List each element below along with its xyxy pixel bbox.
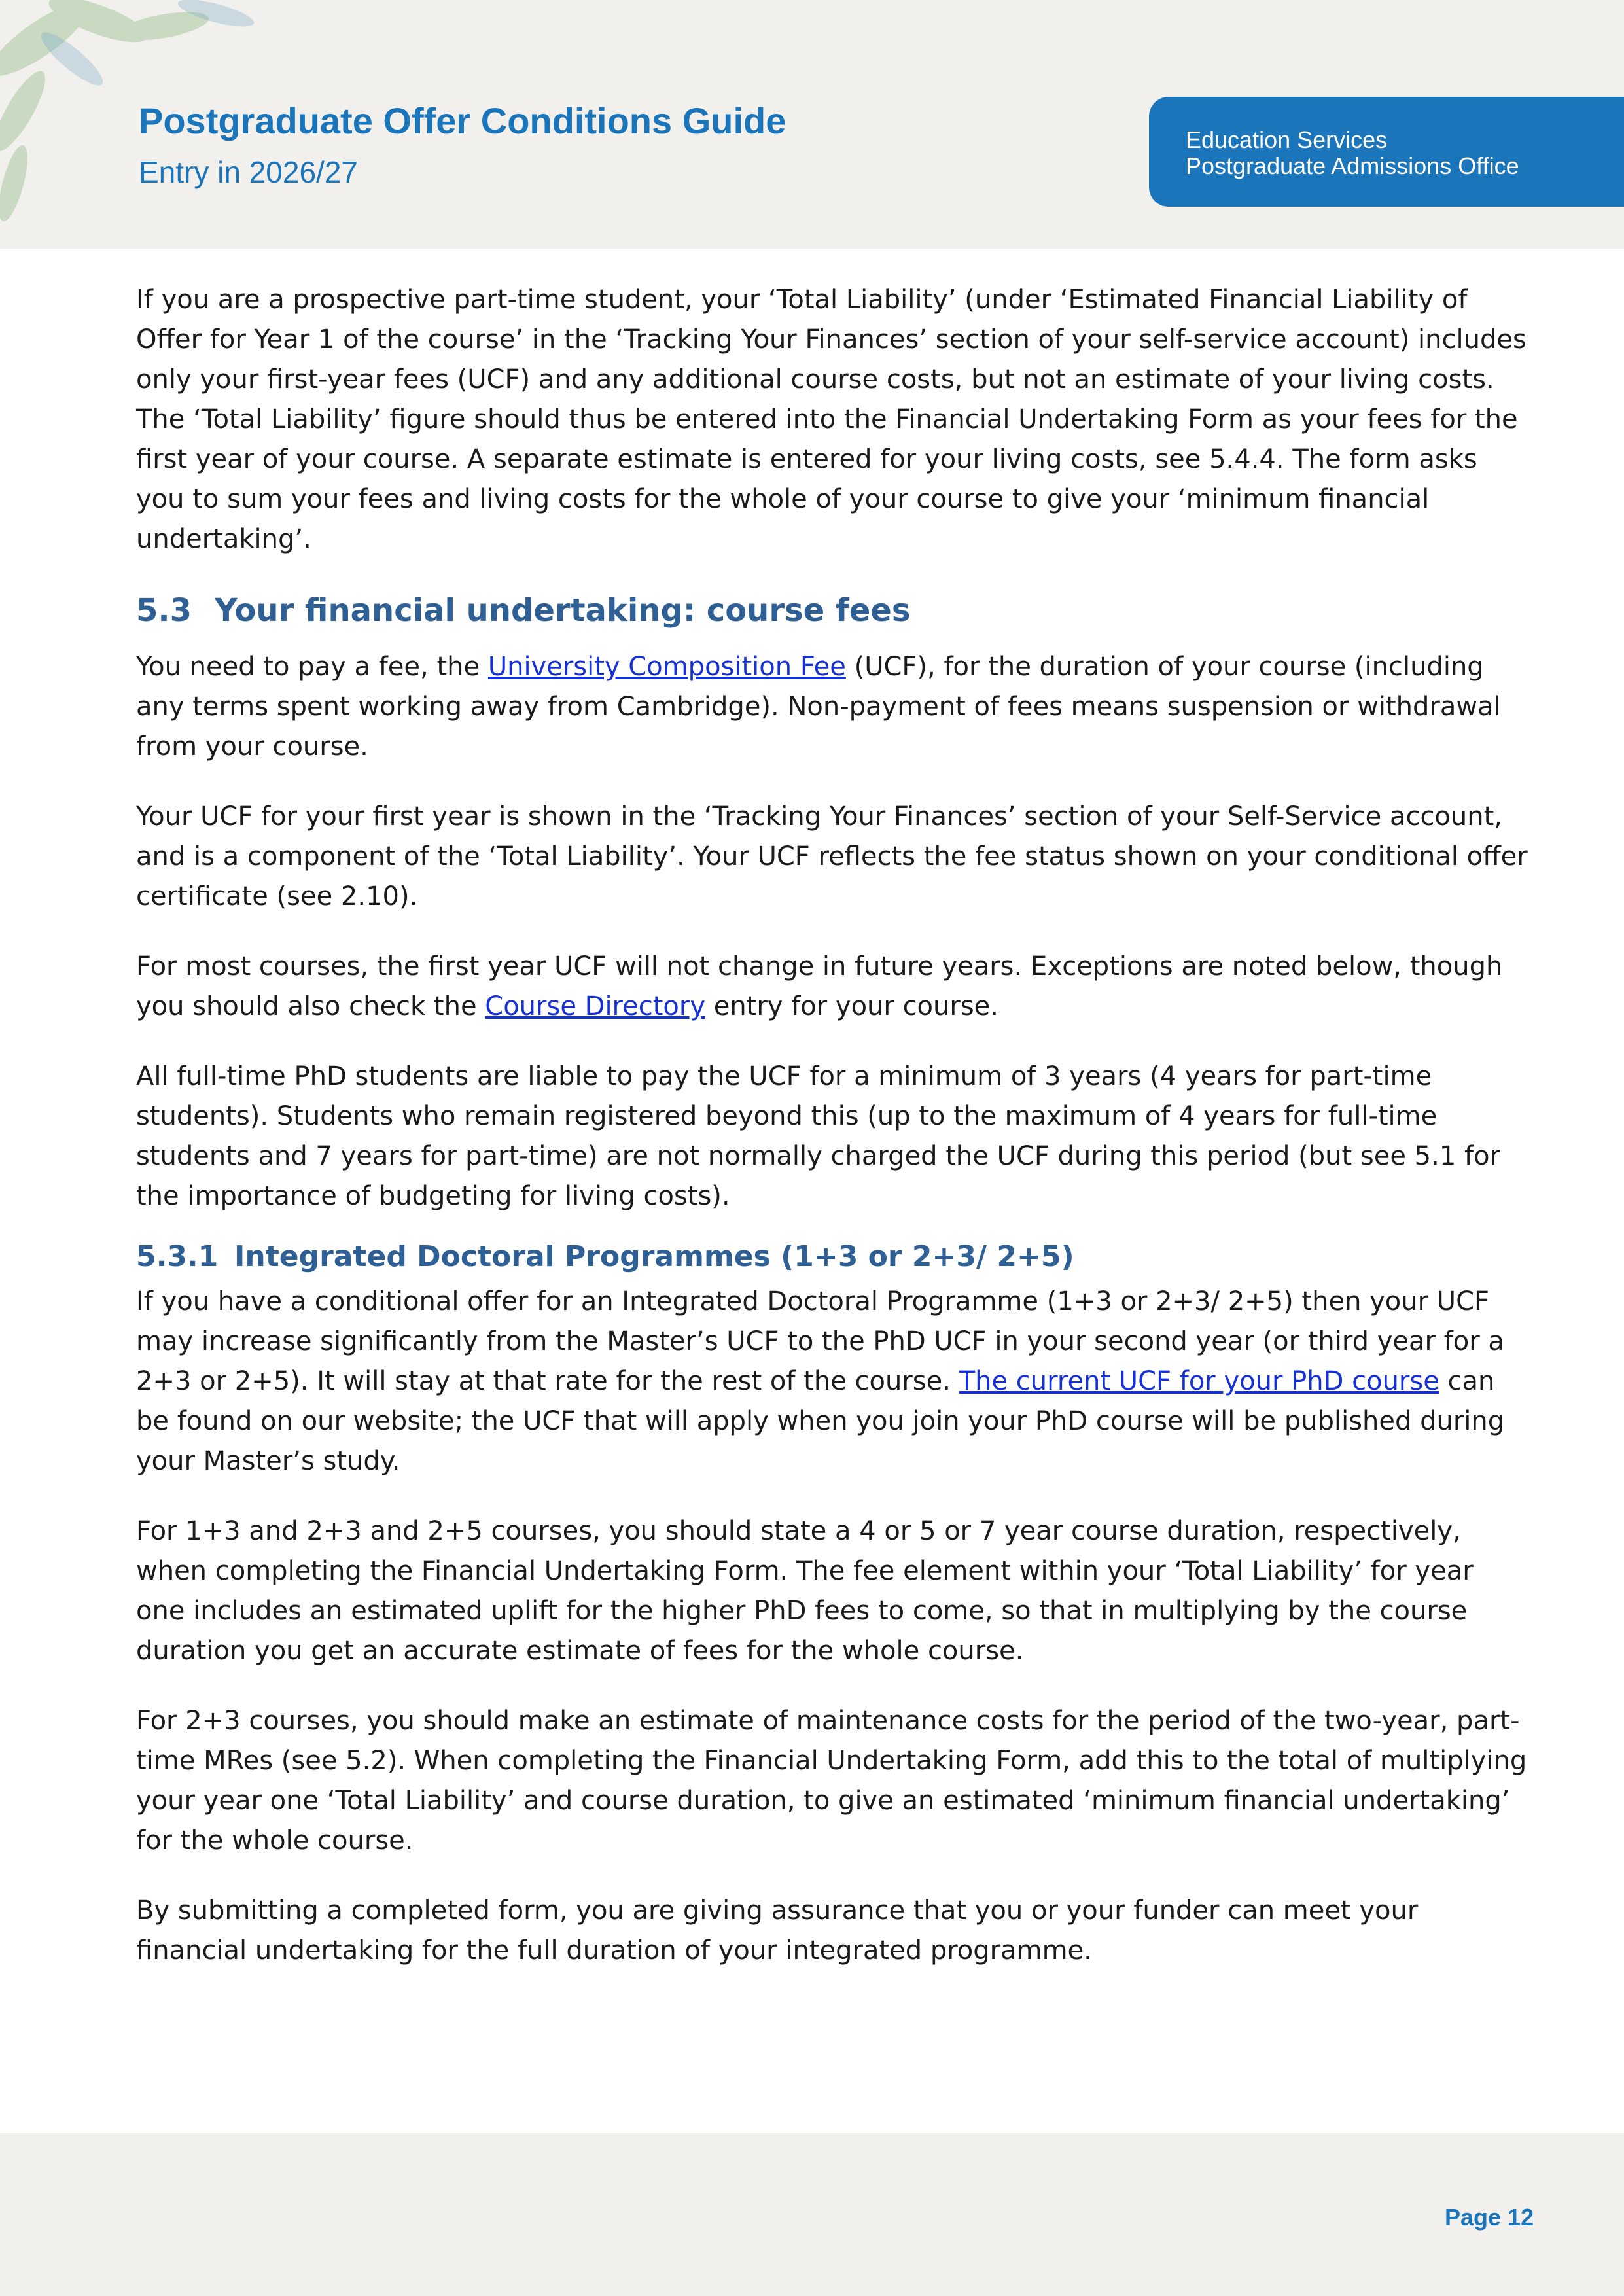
intro-paragraph: If you are a prospective part-time student, your ‘Total Liability’ (under ‘Estimated Financial Liability of Offer for Year 1 of the course’ in the ‘Tracking Your Finances’ section of your self-service account) includes only your first-year fees (UCF) and any additional course costs, but not an estimate of your living costs. The ‘Total Liability’ figure should thus be entered into the Financial Undertaking Form as your fees for the first year of your course. A separate estimate is entered for your living costs, see 5.4.4. The form asks you to sum your fees and living costs for the whole of your course to give your ‘minimum financial undertaking’. (136, 285, 1527, 554)
section-number: 5.3 (136, 592, 192, 629)
section-title: Your financial undertaking: course fees (215, 592, 911, 629)
paragraph-most-courses (136, 947, 1530, 1027)
course-directory-link[interactable]: Course Directory (485, 991, 705, 1021)
page-number: Page 12 (1445, 2204, 1534, 2231)
paragraph-ucf-first-year: Your UCF for your first year is shown in the ‘Tracking Your Finances’ section of your Self-Service account, and is a component of the ‘Total Liability’. Your UCF reflects the fee status shown on your conditional offer certificate (see 2.10). (136, 802, 1528, 911)
page-footer (0, 2133, 1624, 2296)
office-line-1: Education Services (1186, 126, 1388, 153)
paragraph-ucf-intro (136, 647, 1530, 767)
office-line-2: Postgraduate Admissions Office (1186, 152, 1519, 179)
paragraph-integrated-offer (136, 1282, 1530, 1481)
page-header (0, 0, 1624, 249)
text-run: entry for your course. (705, 991, 998, 1021)
text-run: You need to pay a fee, the (136, 652, 488, 682)
subsection-number: 5.3.1 (136, 1240, 219, 1273)
paragraph-phd-students: All full-time PhD students are liable to pay the UCF for a minimum of 3 years (4 years for part-time students). Students who remain registered beyond this (up to the maximum of 4 years for full-time students and 7 years for part-time) are not normally charged the UCF during this period (but see 5.1 for the importance of budgeting for living costs). (136, 1061, 1500, 1211)
office-badge (1149, 97, 1624, 207)
current-ucf-phd-link[interactable]: The current UCF for your PhD course (959, 1366, 1439, 1396)
paragraph-assurance: By submitting a completed form, you are giving assurance that you or your funder can meet your financial undertaking for the full duration of your integrated programme. (136, 1896, 1419, 1966)
paragraph-maintenance-costs: For 2+3 courses, you should make an estimate of maintenance costs for the period of the two-year, part-time MRes (see 5.2). When completing the Financial Undertaking Form, add this to the total of multiplying your year one ‘Total Liability’ and course duration, to give an estimated ‘minimum financial undertaking’ for the whole course. (136, 1706, 1527, 1856)
section-5-3-1-heading (136, 1237, 1530, 1277)
text-run: For most courses, the first year UCF will not change in future years. Exceptions are noted below, though you should also check the (136, 951, 1503, 1021)
subsection-title: Integrated Doctoral Programmes (1+3 or 2+3/ 2+5) (234, 1240, 1074, 1273)
document-subtitle: Entry in 2026/27 (139, 155, 359, 189)
main-content (136, 280, 1530, 2001)
paragraph-course-duration: For 1+3 and 2+3 and 2+5 courses, you should state a 4 or 5 or 7 year course duration, respectively, when completing the Financial Undertaking Form. The fee element within your ‘Total Liability’ for year one includes an estimated uplift for the higher PhD fees to come, so that in multiplying by the course duration you get an accurate estimate of fees for the whole course. (136, 1516, 1474, 1666)
text-run: (UCF), for the duration of your course (including any terms spent working away from Cambridge). Non-payment of fees means suspension or withdrawal from your course. (136, 652, 1501, 762)
section-5-3-heading (136, 590, 1530, 631)
text-run: can be found on our website; the UCF that will apply when you join your PhD course will be published during your Master’s study. (136, 1366, 1505, 1476)
ucf-link[interactable]: University Composition Fee (487, 652, 846, 682)
text-run: If you have a conditional offer for an Integrated Doctoral Programme (1+3 or 2+3/ 2+5) then your UCF may increase significantly from the Master’s UCF to the PhD UCF in your second year (or third year for a 2+3 or 2+5). It will stay at that rate for the rest of the course. (136, 1286, 1504, 1396)
document-title: Postgraduate Offer Conditions Guide (139, 100, 786, 141)
